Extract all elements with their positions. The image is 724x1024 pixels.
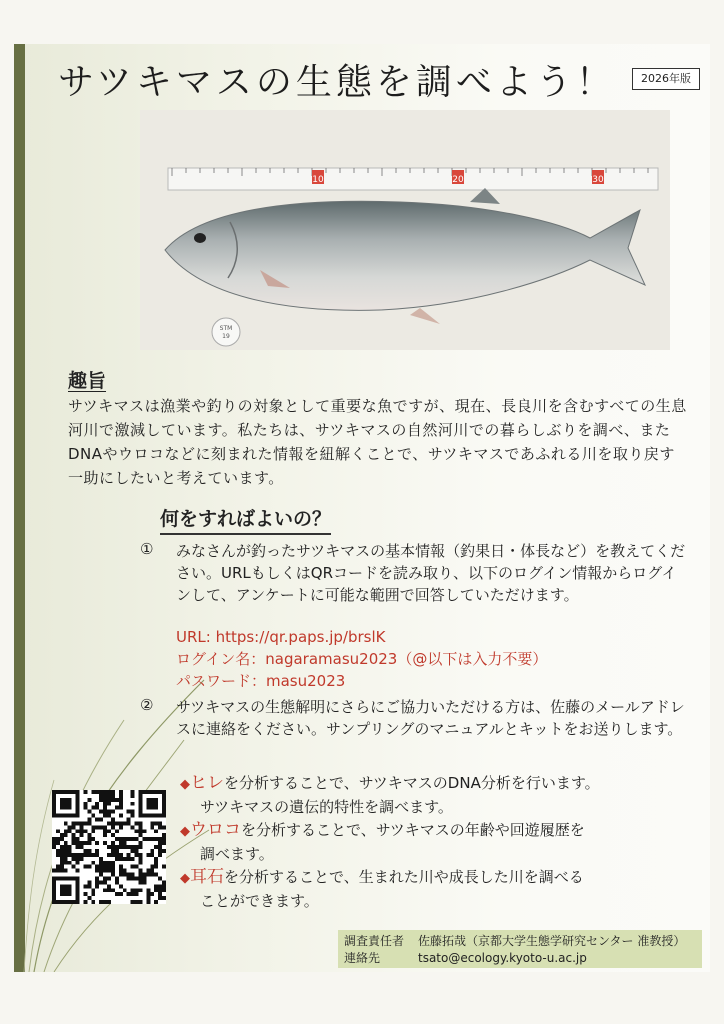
what-to-do-heading: 何をすればよいの？ — [160, 504, 331, 535]
analysis-item-otolith — [180, 866, 680, 913]
ruler-mark-30: 30 — [592, 175, 604, 185]
purpose-heading: 趣旨 — [68, 370, 107, 392]
qr-code-icon[interactable] — [52, 790, 166, 904]
analysis-desc: を分析することで、サツキマスの年齢や回遊履歴を — [241, 821, 585, 839]
fish-photo — [140, 110, 670, 350]
contact-lead-value: 佐藤拓哉（京都大学生態学研究センター 准教授） — [418, 934, 686, 948]
step2-number: ② — [140, 696, 154, 714]
contact-email[interactable]: tsato@ecology.kyoto-u.ac.jp — [418, 951, 587, 965]
login-name: ログイン名：nagaramasu2023（@以下は入力不要） — [176, 650, 548, 668]
analysis-desc-cont: ことができます。 — [200, 892, 319, 910]
step2-text: サツキマスの生態解明にさらにご協力いただける方は、佐藤のメールアドレスに連絡をください。サンプリングのマニュアルとキットをお送りします。 — [176, 698, 685, 738]
analysis-desc: を分析することで、生まれた川や成長した川を調べる — [224, 868, 584, 886]
sample-tag — [212, 318, 240, 346]
page-title: サツキマスの生態を調べよう！ — [58, 62, 616, 103]
edition-badge: 2026年版 — [632, 68, 700, 90]
analysis-desc-cont: サツキマスの遺伝的特性を調べます。 — [200, 798, 453, 816]
survey-url[interactable]: URL: https://qr.paps.jp/brslK — [176, 628, 386, 646]
diamond-icon: ◆ — [180, 777, 190, 792]
purpose-text: サツキマスは漁業や釣りの対象として重要な魚ですが、現在、長良川を含むすべての生息河川で激減しています。私たちは、サツキマスの自然河川での暮らしぶりを調べ、またDNAやウロコなどに刻まれた情報を紐解くことで、サツキマスであふれる川を取り戻す一助にしたいと考えています。 — [68, 397, 687, 487]
login-password: パスワード：masu2023 — [176, 672, 346, 690]
ruler-mark-10: 10 — [312, 175, 324, 185]
analysis-desc-cont: 調べます。 — [200, 845, 274, 863]
ruler — [168, 168, 658, 190]
step1-text: みなさんが釣ったサツキマスの基本情報（釣果日・体長など）を教えてください。URLもしくはQRコードを読み取り、以下のログイン情報からログインして、アンケートに可能な範囲で回答していただけます。 — [176, 542, 686, 604]
analysis-key: 耳石 — [190, 867, 224, 887]
analysis-key: ヒレ — [190, 773, 224, 793]
contact-lead-row — [344, 933, 696, 950]
diamond-icon: ◆ — [180, 871, 190, 886]
ruler-mark-20: 20 — [452, 175, 464, 185]
contact-email-label: 連絡先 — [344, 951, 381, 965]
svg-text:STM: STM — [219, 325, 233, 332]
analysis-item-fin — [180, 772, 680, 819]
analysis-key: ウロコ — [190, 820, 241, 840]
svg-text:19: 19 — [222, 333, 230, 340]
diamond-icon: ◆ — [180, 824, 190, 839]
analysis-item-scale — [180, 819, 680, 866]
analysis-desc: を分析することで、サツキマスのDNA分析を行います。 — [224, 774, 600, 792]
analysis-list — [180, 772, 680, 913]
page-side-bar — [14, 44, 25, 972]
contact-lead-label: 調査責任者 — [344, 934, 405, 948]
step1-number: ① — [140, 540, 154, 558]
login-details — [176, 626, 547, 692]
contact-email-row — [344, 950, 696, 967]
contact-box — [338, 930, 702, 968]
